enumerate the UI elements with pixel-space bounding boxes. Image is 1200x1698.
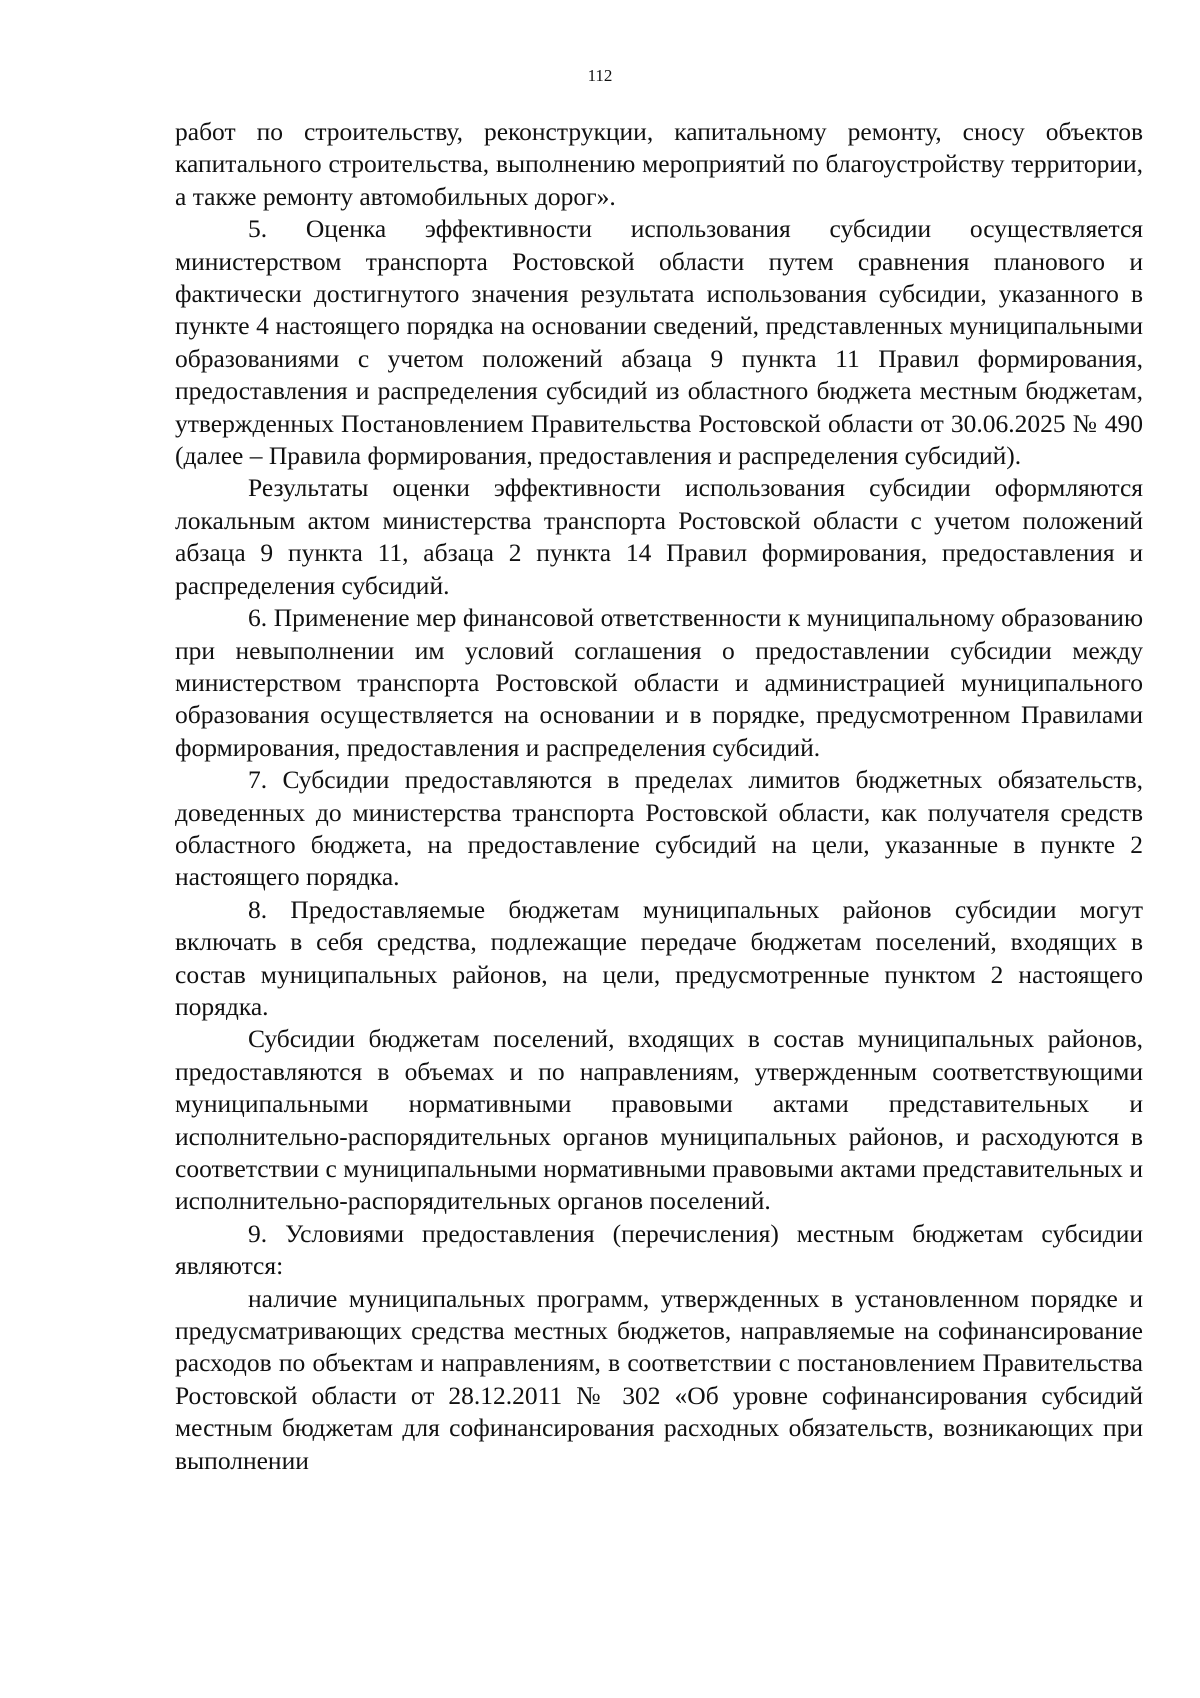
document-body — [175, 116, 1143, 1477]
paragraph-settlement-subsidies: Субсидии бюджетам поселений, входящих в состав муниципальных районов, предоставляются в объемах и по направлениям, утвержденным соответствующими муниципальными нормативными правовыми актами представительных и исполнительно-распорядительных органов муниципальных районов, и расходуются в соответствии с муниципальными нормативными правовыми актами представительных и исполнительно-распорядительных органов поселений. — [175, 1024, 1143, 1216]
paragraph-item-5: 5. Оценка эффективности использования субсидии осуществляется министерством транспорта Ростовской области путем сравнения планового и фактически достигнутого значения результата использования субсидии, указанного в пункте 4 настоящего порядка на основании сведений, представленных муниципальными образованиями с учетом положений абзаца 9 пункта 11 Правил формирования, предоставления и распределения субсидий из областного бюджета местным бюджетам, утвержденных Постановлением Правительства Ростовской области от 30.06.2025 № 490 (далее – Правила формирования, предоставления и распределения субсидий). — [175, 214, 1143, 471]
paragraph-item-8: 8. Предоставляемые бюджетам муниципальных районов субсидии могут включать в себя средства, подлежащие передаче бюджетам поселений, входящих в состав муниципальных районов, на цели, предусмотренные пунктом 2 настоящего порядка. — [175, 894, 1143, 1021]
paragraph-item-6: 6. Применение мер финансовой ответственности к муниципальному образованию при невыполнении им условий соглашения о предоставлении субсидии между министерством транспорта Ростовской области и администрацией муниципального образования осуществляется на основании и в порядке, предусмотренном Правилами формирования, предоставления и распределения субсидий. — [175, 603, 1143, 762]
paragraph-evaluation-results: Результаты оценки эффективности использования субсидии оформляются локальным актом министерства транспорта Ростовской области с учетом положений абзаца 9 пункта 11, абзаца 2 пункта 14 Правил формирования, предоставления и распределения субсидий. — [175, 473, 1143, 600]
paragraph-item-9: 9. Условиями предоставления (перечисления) местным бюджетам субсидии являются: — [175, 1218, 1143, 1281]
paragraph-item-7: 7. Субсидии предоставляются в пределах лимитов бюджетных обязательств, доведенных до министерства транспорта Ростовской области, как получателя средств областного бюджета, на предоставление субсидий на цели, указанные в пункте 2 настоящего порядка. — [175, 765, 1143, 892]
paragraph-municipal-programs: наличие муниципальных программ, утвержденных в установленном порядке и предусматривающих средства местных бюджетов, направляемые на софинансирование расходов по объектам и направлениям, в соответствии с постановлением Правительства Ростовской области от 28.12.2011 № 302 «Об уровне софинансирования субсидий местным бюджетам для софинансирования расходных обязательств, возникающих при выполнении — [175, 1283, 1143, 1475]
paragraph-continuation: работ по строительству, реконструкции, капитальному ремонту, сносу объектов капитального строительства, выполнению мероприятий по благоустройству территории, а также ремонту автомобильных дорог». — [175, 117, 1143, 211]
page-number: 112 — [587, 66, 613, 85]
